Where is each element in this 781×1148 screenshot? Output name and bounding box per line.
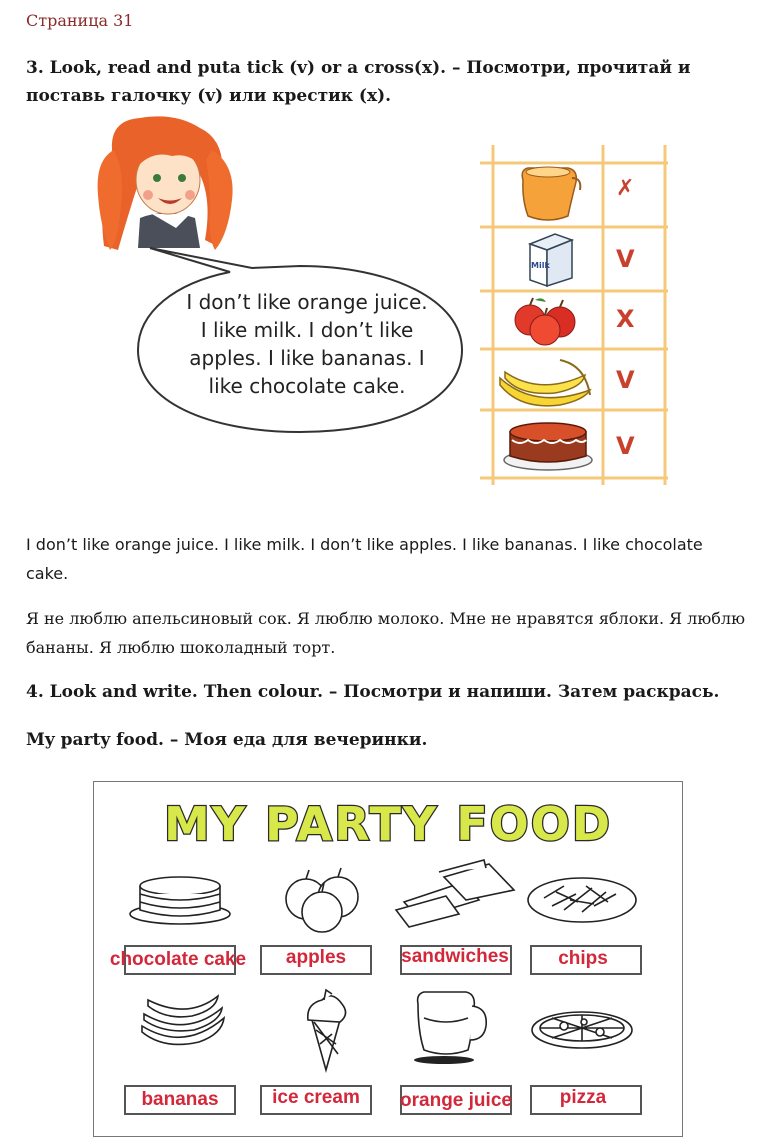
answer-sandwiches: sandwiches bbox=[401, 946, 509, 967]
bananas-icon bbox=[500, 360, 590, 406]
answer-russian-line-2: бананы. Я люблю шоколадный торт. bbox=[26, 638, 336, 657]
cross-mark: X bbox=[616, 305, 635, 333]
tick-mark: V bbox=[616, 432, 635, 460]
answer-bananas: bananas bbox=[141, 1089, 219, 1110]
exercise-4-subheading: My party food. – Моя еда для вечеринки. bbox=[26, 730, 428, 750]
tick-mark: V bbox=[616, 366, 635, 394]
bubble-line-1: I don’t like orange juice. bbox=[186, 290, 428, 314]
pizza-drawing-icon bbox=[532, 1012, 632, 1048]
orange-juice-jug-drawing-icon bbox=[414, 992, 486, 1064]
apples-icon bbox=[515, 298, 575, 345]
chips-drawing-icon bbox=[528, 878, 636, 922]
girl-icon bbox=[98, 116, 233, 250]
bubble-line-3: apples. I like bananas. I bbox=[189, 346, 425, 370]
milk-carton-icon bbox=[530, 234, 572, 286]
bananas-drawing-icon bbox=[142, 996, 224, 1044]
milk-carton-label: Milk bbox=[531, 261, 550, 270]
sandwiches-drawing-icon bbox=[396, 860, 514, 927]
party-food-worksheet bbox=[93, 781, 683, 1137]
bubble-line-4: like chocolate cake. bbox=[208, 374, 406, 398]
answer-english-line-2: cake. bbox=[26, 564, 69, 583]
answer-english-line-1: I don’t like orange juice. I like milk. I don’t like apples. I like bananas. I like chocolate bbox=[26, 535, 703, 554]
tick-mark: V bbox=[616, 245, 635, 273]
apples-drawing-icon bbox=[286, 868, 358, 932]
answer-apples: apples bbox=[285, 947, 347, 968]
cross-mark: ✗ bbox=[616, 176, 635, 201]
answer-russian-line-1: Я не люблю апельсиновый сок. Я люблю молоко. Мне не нравятся яблоки. Я люблю bbox=[26, 609, 745, 628]
answer-orange-juice: orange juice bbox=[400, 1090, 512, 1111]
orange-juice-jug-icon bbox=[522, 167, 580, 220]
answer-ice-cream: ice cream bbox=[272, 1087, 360, 1108]
answer-chips: chips bbox=[558, 948, 608, 969]
ice-cream-drawing-icon bbox=[308, 990, 346, 1070]
pancake-stack-icon bbox=[130, 877, 230, 924]
bubble-line-2: I like milk. I don’t like bbox=[200, 318, 414, 342]
exercise-4-heading: 4. Look and write. Then colour. – Посмотри и напиши. Затем раскрась. bbox=[26, 682, 720, 702]
exercise-3-illustration bbox=[0, 0, 781, 500]
chocolate-cake-icon bbox=[504, 423, 592, 470]
answer-chocolate-cake: chocolate cake bbox=[109, 949, 247, 970]
exercise-3-heading-line-2: поставь галочку (v) или крестик (x). bbox=[26, 86, 392, 106]
party-food-title: MY PARTY FOOD bbox=[163, 797, 613, 851]
exercise-3-heading-line-1: 3. Look, read and puta tick (v) or a cross(x). – Посмотри, прочитай и bbox=[26, 58, 691, 78]
speech-bubble-text bbox=[150, 288, 464, 400]
answer-pizza: pizza bbox=[559, 1087, 607, 1108]
page-number-label: Страница 31 bbox=[26, 11, 134, 30]
